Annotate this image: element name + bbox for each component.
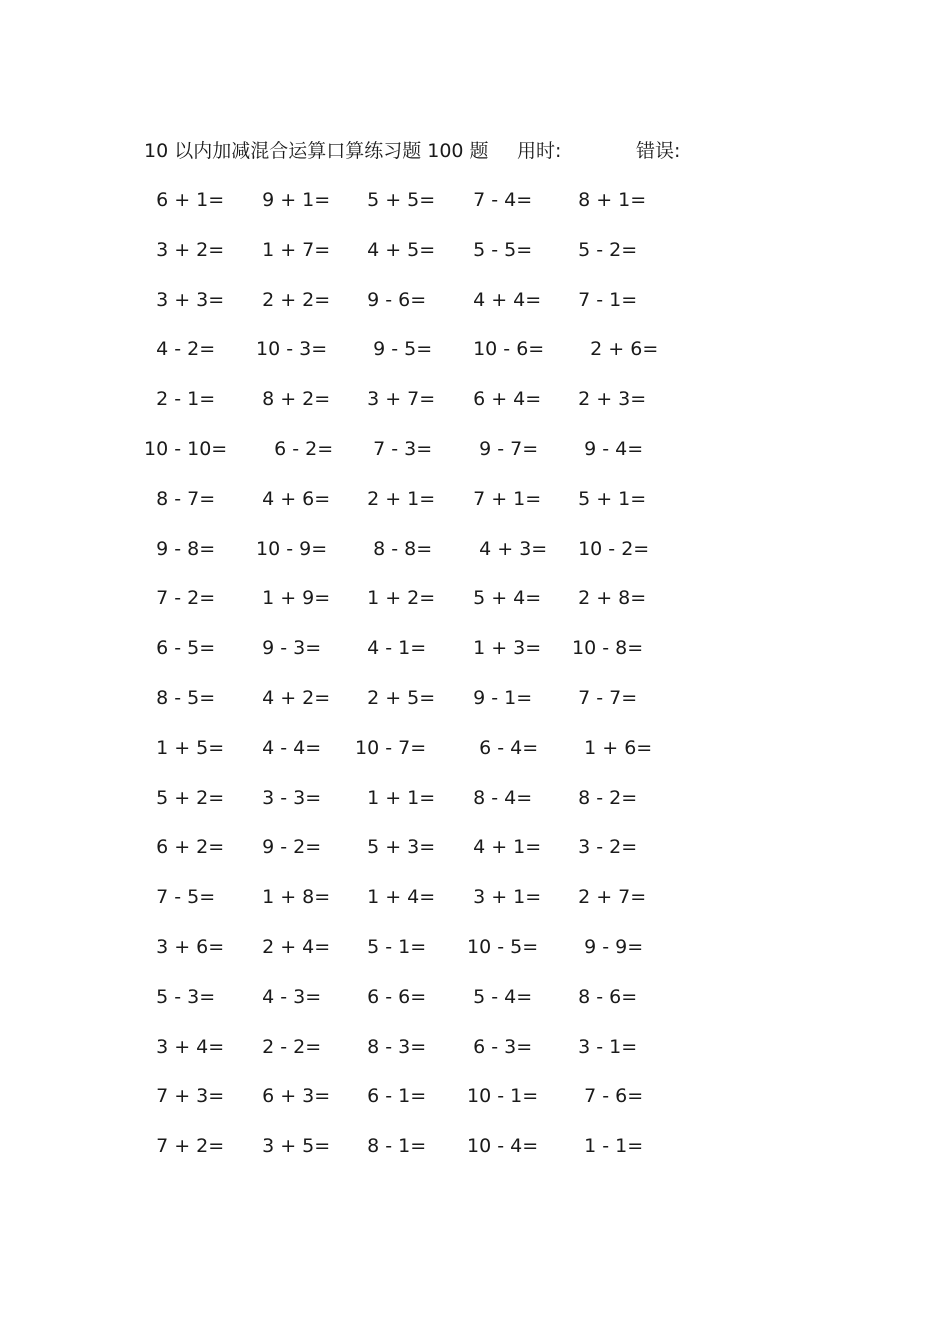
math-problem: 4 - 1= (355, 637, 427, 660)
worksheet-header (144, 137, 764, 165)
math-problem: 6 - 6= (355, 985, 427, 1008)
math-problem: 10 - 2= (566, 537, 650, 560)
math-problem: 3 - 3= (250, 786, 322, 809)
problem-row (144, 882, 704, 932)
problem-row (144, 235, 704, 285)
math-problem: 1 + 3= (461, 637, 542, 660)
math-problem: 5 - 5= (461, 238, 533, 261)
math-problem: 1 - 1= (566, 1135, 644, 1158)
math-problem: 4 - 2= (144, 338, 216, 361)
problem-row (144, 832, 704, 882)
math-problem: 8 - 6= (566, 985, 638, 1008)
math-problem: 10 - 10= (144, 437, 228, 460)
math-problem: 9 + 1= (250, 189, 331, 211)
math-problem: 8 - 3= (355, 1035, 427, 1058)
math-problem: 7 - 2= (144, 587, 216, 610)
time-used-label: 用时: (517, 140, 562, 162)
problem-row (144, 633, 704, 683)
math-problem: 1 + 7= (250, 238, 331, 261)
math-problem: 8 - 4= (461, 786, 533, 809)
math-problem: 2 + 4= (250, 935, 331, 958)
math-problem: 3 - 1= (566, 1035, 638, 1058)
math-problem: 6 - 1= (355, 1085, 427, 1108)
problem-row (144, 583, 704, 633)
math-problem: 3 + 5= (250, 1135, 331, 1158)
math-problem: 2 + 5= (355, 686, 436, 709)
problem-row (144, 334, 704, 384)
math-problem: 7 + 3= (144, 1085, 225, 1108)
math-problem: 3 + 6= (144, 935, 225, 958)
math-problem: 1 + 6= (566, 736, 653, 759)
math-problem: 3 + 3= (144, 288, 225, 311)
math-problem: 5 + 3= (355, 836, 436, 859)
problem-row (144, 384, 704, 434)
math-problem: 7 + 1= (461, 487, 542, 510)
math-problem: 7 - 7= (566, 686, 638, 709)
math-problem: 5 + 1= (566, 487, 647, 510)
math-problem: 5 - 1= (355, 935, 427, 958)
problem-row (144, 733, 704, 783)
math-problem: 10 - 6= (461, 338, 545, 361)
math-problem: 7 - 5= (144, 886, 216, 909)
worksheet-title: 10 以内加减混合运算口算练习题 100 题 (144, 140, 489, 162)
math-problem: 3 - 2= (566, 836, 638, 859)
math-problem: 1 + 4= (355, 886, 436, 909)
math-problem: 9 - 9= (566, 935, 644, 958)
problem-row (144, 1032, 704, 1082)
math-problem: 6 - 2= (250, 437, 334, 460)
math-problem: 6 - 4= (461, 736, 539, 759)
math-problem: 4 + 6= (250, 487, 331, 510)
math-problem: 9 - 3= (250, 637, 322, 660)
math-problem: 3 + 4= (144, 1035, 225, 1058)
math-problem: 2 + 6= (566, 338, 659, 361)
math-problem: 1 + 9= (250, 587, 331, 610)
math-problem: 5 + 2= (144, 786, 225, 809)
problem-row (144, 683, 704, 733)
math-problem: 8 - 7= (144, 487, 216, 510)
problem-grid (144, 185, 704, 1181)
problem-row (144, 1081, 704, 1131)
math-problem: 6 + 2= (144, 836, 225, 859)
math-problem: 5 + 4= (461, 587, 542, 610)
math-problem: 7 - 4= (461, 189, 533, 211)
math-problem: 9 - 5= (355, 338, 433, 361)
problem-row (144, 434, 704, 484)
math-problem: 8 - 2= (566, 786, 638, 809)
math-problem: 7 - 3= (355, 437, 433, 460)
math-problem: 1 + 8= (250, 886, 331, 909)
math-problem: 7 - 1= (566, 288, 638, 311)
math-problem: 7 - 6= (566, 1085, 644, 1108)
problem-row (144, 185, 704, 235)
math-problem: 6 + 4= (461, 388, 542, 411)
math-problem: 10 - 3= (250, 338, 328, 361)
math-problem: 9 - 2= (250, 836, 322, 859)
math-problem: 10 - 5= (461, 935, 539, 958)
problem-row (144, 783, 704, 833)
math-problem: 4 - 3= (250, 985, 322, 1008)
math-problem: 4 + 4= (461, 288, 542, 311)
math-problem: 4 + 3= (461, 537, 548, 560)
math-problem: 9 - 1= (461, 686, 533, 709)
math-problem: 4 + 1= (461, 836, 542, 859)
math-problem: 10 - 1= (461, 1085, 539, 1108)
math-problem: 9 - 4= (566, 437, 644, 460)
math-problem: 5 - 2= (566, 238, 638, 261)
problem-row (144, 285, 704, 335)
problem-row (144, 982, 704, 1032)
math-problem: 8 - 8= (355, 537, 433, 560)
math-problem: 9 - 8= (144, 537, 216, 560)
math-problem: 9 - 7= (461, 437, 539, 460)
math-problem: 5 - 4= (461, 985, 533, 1008)
math-problem: 7 + 2= (144, 1135, 225, 1158)
math-problem: 6 - 3= (461, 1035, 533, 1058)
math-problem: 8 + 1= (566, 189, 647, 211)
math-problem: 6 + 1= (144, 189, 225, 211)
math-problem: 8 - 5= (144, 686, 216, 709)
math-problem: 6 - 5= (144, 637, 216, 660)
math-problem: 2 + 3= (566, 388, 647, 411)
math-problem: 10 - 9= (250, 537, 328, 560)
math-problem: 4 - 4= (250, 736, 322, 759)
math-problem: 2 - 2= (250, 1035, 322, 1058)
math-problem: 10 - 4= (461, 1135, 539, 1158)
math-problem: 3 + 1= (461, 886, 542, 909)
math-problem: 2 + 7= (566, 886, 647, 909)
math-problem: 1 + 1= (355, 786, 436, 809)
math-problem: 2 + 8= (566, 587, 647, 610)
problem-row (144, 1131, 704, 1181)
math-problem: 4 + 5= (355, 238, 436, 261)
error-count-label: 错误: (636, 140, 681, 162)
math-problem: 5 - 3= (144, 985, 216, 1008)
math-problem: 8 + 2= (250, 388, 331, 411)
math-problem: 3 + 2= (144, 238, 225, 261)
problem-row (144, 534, 704, 584)
math-problem: 10 - 8= (566, 637, 644, 660)
math-problem: 8 - 1= (355, 1135, 427, 1158)
math-problem: 2 + 2= (250, 288, 331, 311)
math-problem: 10 - 7= (355, 736, 427, 759)
math-problem: 6 + 3= (250, 1085, 331, 1108)
math-problem: 3 + 7= (355, 388, 436, 411)
math-problem: 1 + 5= (144, 736, 225, 759)
math-problem: 2 - 1= (144, 388, 216, 411)
math-problem: 2 + 1= (355, 487, 436, 510)
problem-row (144, 932, 704, 982)
math-problem: 1 + 2= (355, 587, 436, 610)
math-problem: 4 + 2= (250, 686, 331, 709)
math-problem: 9 - 6= (355, 288, 427, 311)
math-problem: 5 + 5= (355, 189, 436, 211)
problem-row (144, 484, 704, 534)
